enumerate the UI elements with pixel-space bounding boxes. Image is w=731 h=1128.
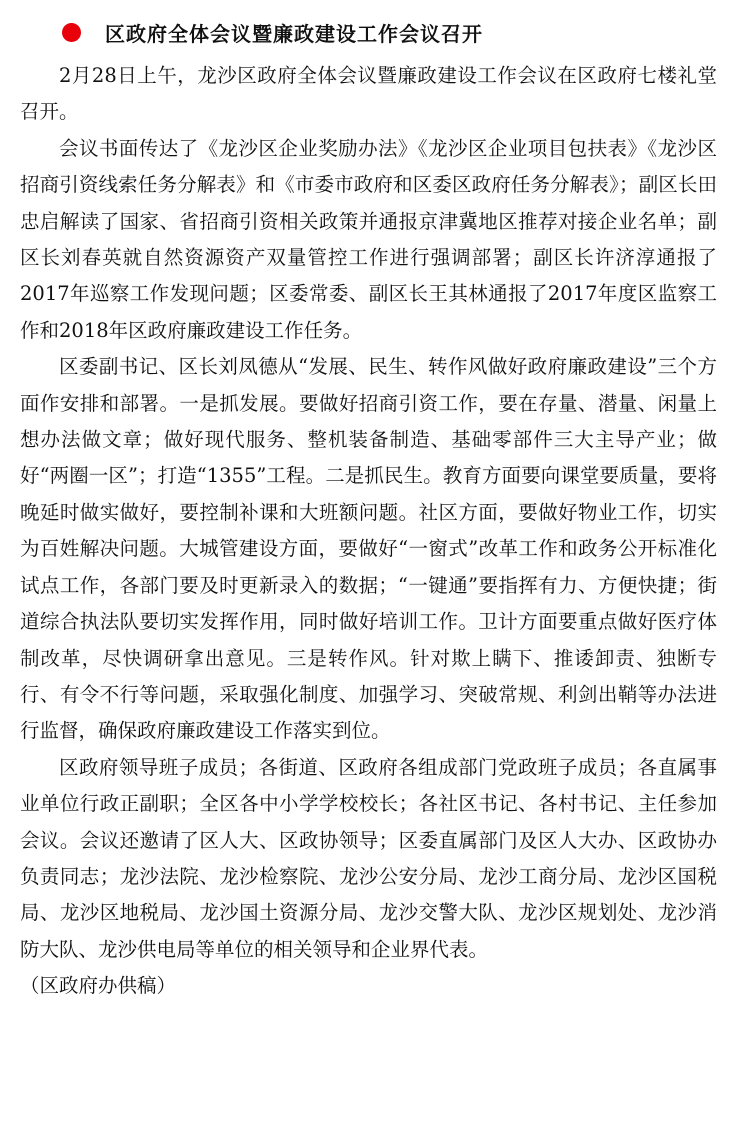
paragraph-mayor-speech: 区委副书记、区长刘凤德从“发展、民生、转作风做好政府廉政建设”三个方面作安排和部署。一是抓发展。要做好招商引资工作，要在存量、潜量、闲量上想办法做文章；做好现代服务、整机装备制造、基础零部件三大主导产业；做好“两圈一区”；打造“1355”工程。二是抓民生。教育方面要向课堂要质量，要将晚延时做实做好，要控制补课和大班额问题。社区方面，要做好物业工作，切实为百姓解决问题。大城管建设方面，要做好“一窗式”改革工作和政务公开标准化试点工作，各部门要及时更新录入的数据；“一键通”要指挥有力、方便快捷；街道综合执法队要切实发挥作用，同时做好培训工作。卫计方面要重点做好医疗体制改革，尽快调研拿出意见。三是转作风。针对欺上瞒下、推诿卸责、独断专行、有令不行等问题，采取强化制度、加强学习、突破常规、利剑出鞘等办法进行监督，确保政府廉政建设工作落实到位。 xyxy=(20,355,717,743)
paragraph-briefings: 会议书面传达了《龙沙区企业奖励办法》《龙沙区企业项目包扶表》《龙沙区招商引资线索任务分解表》和《市委市政府和区委区政府任务分解表》；副区长田忠启解读了国家、省招商引资相关政策并通报京津冀地区推荐对接企业名单；副区长刘春英就自然资源资产双量管控工作进行强调部署；副区长许济淳通报了2017年巡察工作发现问题；区委常委、副区长王其林通报了2017年度区监察工作和2018年区政府廉政建设工作任务。 xyxy=(20,136,717,342)
paragraph-opening: 2月28日上午，龙沙区政府全体会议暨廉政建设工作会议在区政府七楼礼堂召开。 xyxy=(20,64,717,124)
red-bullet-icon xyxy=(62,23,81,42)
article-title: 区政府全体会议暨廉政建设工作会议召开 xyxy=(105,21,483,46)
article-credit: （区政府办供稿） xyxy=(20,974,177,998)
paragraph-attendees: 区政府领导班子成员；各街道、区政府各组成部门党政班子成员；各直属事业单位行政正副职；全区各中小学学校校长；各社区书记、各村书记、主任参加会议。会议还邀请了区人大、区政协领导；区委直属部门及区人大办、区政协办负责同志；龙沙法院、龙沙检察院、龙沙公安分局、龙沙工商分局、龙沙区国税局、龙沙区地税局、龙沙国土资源分局、龙沙交警大队、龙沙区规划处、龙沙消防大队、龙沙供电局等单位的相关领导和企业界代表。 xyxy=(20,755,717,961)
article-body xyxy=(20,58,717,1005)
headline-row xyxy=(62,12,717,52)
